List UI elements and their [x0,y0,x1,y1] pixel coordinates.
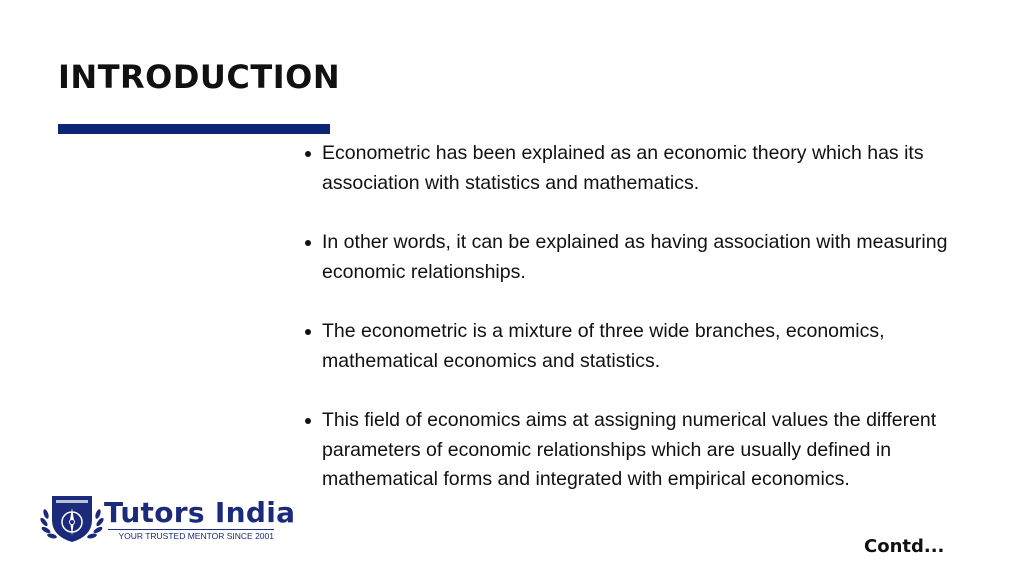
list-item [300,406,950,495]
bullet-list [300,139,950,525]
slide-title: INTRODUCTION [58,58,341,96]
bullet-text: This field of economics aims at assigning numerical values the different parameters of economic relationships which are usually defined in mathematical forms and integrated with empirical economics. [322,409,937,490]
bullet-icon [305,329,311,335]
bullet-icon [305,418,311,424]
title-underline [58,124,330,134]
list-item [300,317,950,376]
laurel-emblem-icon [38,492,106,544]
list-item [300,228,950,287]
continued-label: Contd... [864,536,945,557]
logo-tagline: YOUR TRUSTED MENTOR SINCE 2001 [108,529,274,543]
bullet-icon [305,240,311,246]
bullet-icon [305,151,311,157]
list-item [300,139,950,198]
bullet-text: Econometric has been explained as an economic theory which has its association with statistics and mathematics. [322,142,924,194]
bullet-text: In other words, it can be explained as having association with measuring economic relationships. [322,231,948,283]
logo-name: Tutors India [104,496,296,529]
tutors-india-logo [38,492,296,544]
bullet-text: The econometric is a mixture of three wide branches, economics, mathematical economics and statistics. [322,320,885,372]
